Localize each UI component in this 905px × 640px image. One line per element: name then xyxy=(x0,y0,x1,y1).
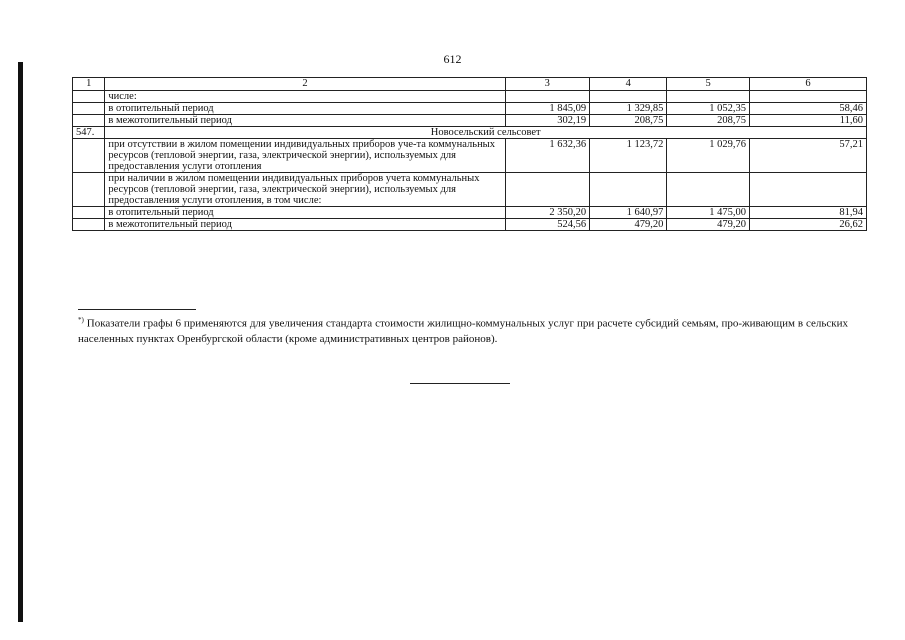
table-row xyxy=(73,91,867,103)
value-cell: 302,19 xyxy=(505,115,590,127)
table-row xyxy=(73,139,867,173)
row-number-cell xyxy=(73,207,105,219)
table-row xyxy=(73,207,867,219)
value-cell xyxy=(505,91,590,103)
value-cell: 2 350,20 xyxy=(505,207,590,219)
value-cell xyxy=(505,173,590,207)
table-row xyxy=(73,219,867,231)
row-description-cell: в межотопительный период xyxy=(105,219,505,231)
value-cell: 1 640,97 xyxy=(590,207,667,219)
column-header: 3 xyxy=(505,78,590,91)
value-cell: 1 052,35 xyxy=(667,103,750,115)
footnote xyxy=(78,313,848,347)
column-number-header-row xyxy=(73,78,867,91)
table-row xyxy=(73,173,867,207)
value-cell: 1 632,36 xyxy=(505,139,590,173)
row-number-cell xyxy=(73,139,105,173)
row-number-cell: 547. xyxy=(73,127,105,139)
value-cell: 479,20 xyxy=(667,219,750,231)
subsidy-standards-table xyxy=(72,77,867,231)
footnote-text: Показатели графы 6 применяются для увеличения стандарта стоимости жилищно-коммунальных услуг при расчете субсидий семьям, про-живающим в сельских населенных пунктах Оренбургской области (кроме административных центров районов). xyxy=(78,317,848,345)
value-cell: 1 845,09 xyxy=(505,103,590,115)
column-header: 6 xyxy=(749,78,866,91)
row-number-cell xyxy=(73,103,105,115)
value-cell: 11,60 xyxy=(749,115,866,127)
value-cell: 1 123,72 xyxy=(590,139,667,173)
row-number-cell xyxy=(73,115,105,127)
value-cell: 26,62 xyxy=(749,219,866,231)
value-cell: 208,75 xyxy=(590,115,667,127)
column-header: 2 xyxy=(105,78,505,91)
table-row xyxy=(73,103,867,115)
value-cell: 479,20 xyxy=(590,219,667,231)
row-number-cell xyxy=(73,173,105,207)
value-cell xyxy=(667,173,750,207)
value-cell: 1 029,76 xyxy=(667,139,750,173)
value-cell: 524,56 xyxy=(505,219,590,231)
footnote-separator xyxy=(78,309,196,310)
value-cell xyxy=(590,91,667,103)
column-header: 4 xyxy=(590,78,667,91)
value-cell: 58,46 xyxy=(749,103,866,115)
row-number-cell xyxy=(73,91,105,103)
value-cell xyxy=(749,173,866,207)
value-cell xyxy=(590,173,667,207)
row-description-cell: при наличии в жилом помещении индивидуальных приборов учета коммунальных ресурсов (тепловой энергии, газа, электрической энергии), используемых для предоставления услуги отопления, в том числе: xyxy=(105,173,505,207)
row-description-cell: в межотопительный период xyxy=(105,115,505,127)
end-of-document-rule xyxy=(410,383,510,384)
row-description-cell: в отопительный период xyxy=(105,207,505,219)
row-description-cell: числе: xyxy=(105,91,505,103)
page-number: 612 xyxy=(443,52,462,66)
row-description-cell: в отопительный период xyxy=(105,103,505,115)
value-cell: 81,94 xyxy=(749,207,866,219)
value-cell: 57,21 xyxy=(749,139,866,173)
row-description-cell: при отсутствии в жилом помещении индивидуальных приборов уче-та коммунальных ресурсов (тепловой энергии, газа, электрической энергии), используемых для предоставления услуги отопления xyxy=(105,139,505,173)
value-cell: 1 329,85 xyxy=(590,103,667,115)
value-cell xyxy=(749,91,866,103)
value-cell xyxy=(667,91,750,103)
table-row xyxy=(73,115,867,127)
column-header: 5 xyxy=(667,78,750,91)
scan-edge-bar xyxy=(18,62,23,622)
value-cell: 208,75 xyxy=(667,115,750,127)
section-row xyxy=(73,127,867,139)
row-number-cell xyxy=(73,219,105,231)
section-title-cell: Новосельский сельсовет xyxy=(105,127,867,139)
column-header: 1 xyxy=(73,78,105,91)
value-cell: 1 475,00 xyxy=(667,207,750,219)
footnote-marker: *) xyxy=(78,316,84,324)
